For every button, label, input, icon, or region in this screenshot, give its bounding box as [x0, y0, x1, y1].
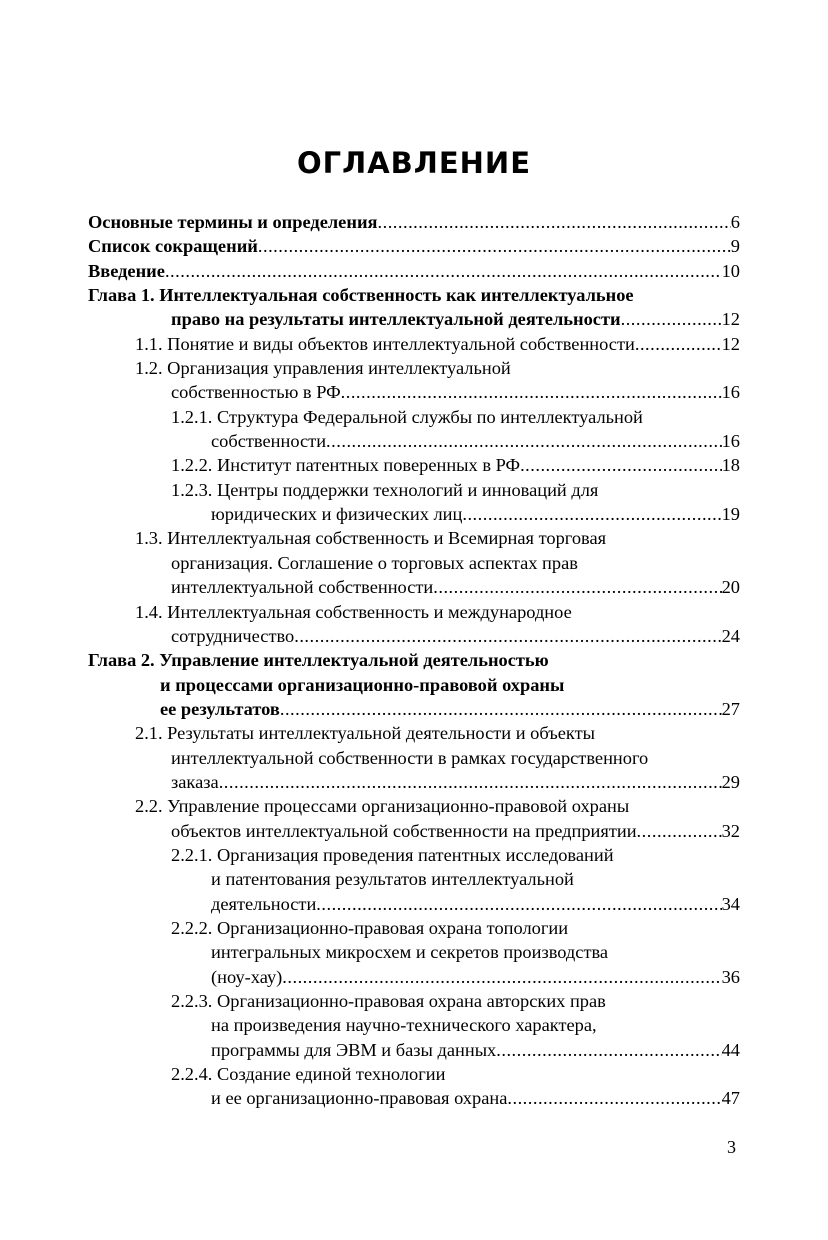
toc-entry-title-cont: на произведения научно-технического характера, — [211, 1015, 597, 1036]
dot-leader — [621, 307, 722, 331]
page-title: ОГЛАВЛЕНИЕ — [296, 146, 531, 180]
toc-page-number: 32 — [721, 820, 740, 841]
toc-page-number: 36 — [721, 966, 740, 987]
toc-entry-title-cont: и патентования результатов интеллектуальной — [211, 869, 574, 890]
toc-entry-title: Основные термины и определения — [88, 212, 378, 232]
dot-leader — [280, 697, 722, 721]
toc-entry-title: 1.2. Организация управления интеллектуальной — [135, 358, 511, 379]
dot-leader — [316, 892, 721, 916]
dot-leader — [507, 1086, 721, 1110]
dot-leader — [378, 210, 731, 234]
toc-entry-title-cont: ее результатов — [160, 698, 280, 719]
toc-entry-title: 2.1. Результаты интеллектуальной деятельности и объекты — [135, 723, 595, 744]
dot-leader — [294, 624, 721, 648]
toc-entry-1-2-3[interactable] — [88, 478, 740, 527]
dot-leader — [341, 380, 722, 404]
toc-page-number: 44 — [721, 1039, 740, 1060]
toc-entry-title-cont: организация. Соглашение о торговых аспектах прав — [171, 552, 578, 573]
toc-entry-title: Глава 2. Управление интеллектуальной деятельностью — [88, 650, 549, 671]
toc-entry-title: 1.2.3. Центры поддержки технологий и инноваций для — [171, 479, 599, 500]
toc-page-number: 34 — [721, 893, 740, 914]
toc-page-number: 27 — [721, 698, 740, 719]
toc-entry-title-cont: интеллектуальной собственности — [171, 577, 434, 598]
toc-entry-2-2[interactable] — [88, 794, 740, 843]
toc-entry-title-cont: деятельности — [211, 893, 317, 914]
toc-entry-title-cont: программы для ЭВМ и базы данных — [211, 1039, 497, 1060]
dot-leader — [258, 234, 731, 258]
dot-leader — [520, 453, 722, 477]
toc-entry-title: 1.2.1. Структура Федеральной службы по интеллектуальной — [171, 406, 643, 427]
toc-entry-2-2-4[interactable] — [88, 1062, 740, 1111]
toc-entry-2-2-3[interactable] — [88, 989, 740, 1062]
toc-entry-title-cont: сотрудничество — [171, 625, 295, 646]
dot-leader — [433, 575, 721, 599]
dot-leader — [326, 429, 722, 453]
toc-page-number: 12 — [721, 309, 740, 330]
toc-entry-1-2-1[interactable] — [88, 405, 740, 454]
toc-page-number: 16 — [721, 431, 740, 452]
dot-leader — [496, 1038, 721, 1062]
toc-page-number: 18 — [721, 455, 740, 476]
toc-entry-title-cont: и процессами организационно-правовой охраны — [160, 674, 565, 695]
toc-entry-title: 1.1. Понятие и виды объектов интеллектуальной собственности — [135, 333, 635, 354]
dot-leader — [637, 819, 722, 843]
toc-entry-title: 2.2.2. Организационно-правовая охрана топологии — [171, 917, 569, 938]
toc-entry-title-cont: собственностью в РФ — [171, 382, 341, 403]
toc-page-number: 47 — [721, 1088, 740, 1109]
toc-page-number: 24 — [721, 625, 740, 646]
toc-page-number: 10 — [721, 260, 740, 281]
toc-entry-title: 2.2.3. Организационно-правовая охрана авторских прав — [171, 991, 606, 1011]
toc-entry-terms[interactable] — [88, 210, 740, 234]
toc-entry-title: 2.2. Управление процессами организационно-правовой охраны — [135, 796, 630, 817]
dot-leader — [282, 965, 721, 989]
toc-entry-title: Глава 1. Интеллектуальная собственность как интеллектуальное — [88, 285, 634, 306]
toc-entry-title: 2.2.4. Создание единой технологии — [171, 1064, 446, 1085]
toc-entry-1-3[interactable] — [88, 526, 740, 599]
toc-entry-title-cont: (ноу-хау) — [211, 966, 283, 987]
toc-entry-title-cont: объектов интеллектуальной собственности на предприятии — [171, 820, 637, 841]
toc-entry-title: 2.2.1. Организация проведения патентных исследований — [171, 844, 614, 865]
toc-page-number: 9 — [730, 236, 740, 257]
toc-entry-title: 1.4. Интеллектуальная собственность и международное — [135, 601, 572, 622]
toc-page-number: 20 — [721, 577, 740, 598]
toc-entry-1-1[interactable] — [88, 332, 740, 356]
toc-entry-2-1[interactable] — [88, 721, 740, 794]
toc-entry-1-2-2[interactable] — [88, 453, 740, 477]
toc-entry-2-2-1[interactable] — [88, 843, 740, 916]
dot-leader — [635, 332, 722, 356]
table-of-contents — [88, 210, 740, 1111]
toc-entry-title: Список сокращений — [88, 236, 258, 257]
toc-entry-abbreviations[interactable] — [88, 234, 740, 258]
toc-entry-1-2[interactable] — [88, 356, 740, 405]
toc-page-number: 29 — [721, 771, 740, 792]
toc-entry-title-cont: интеллектуальной собственности в рамках государственного — [171, 747, 649, 768]
toc-entry-title-cont: и ее организационно-правовая охрана — [211, 1088, 508, 1109]
toc-page-number: 19 — [721, 504, 740, 525]
toc-entry-1-4[interactable] — [88, 600, 740, 649]
toc-page-number: 16 — [721, 382, 740, 403]
toc-entry-title: Введение — [88, 260, 165, 281]
dot-leader — [219, 770, 722, 794]
toc-entry-title: 1.2.2. Институт патентных поверенных в РФ — [171, 455, 521, 476]
page-number: 3 — [727, 1137, 736, 1157]
toc-entry-title-cont: собственности — [211, 431, 327, 452]
toc-entry-2-2-2[interactable] — [88, 916, 740, 989]
toc-entry-title-cont: юридических и физических лиц — [211, 504, 463, 525]
toc-entry-title-cont: интегральных микросхем и секретов производства — [211, 942, 609, 963]
toc-page-number: 6 — [730, 212, 740, 232]
toc-entry-chapter-1[interactable] — [88, 283, 740, 332]
toc-page-number: 12 — [721, 333, 740, 354]
toc-entry-chapter-2[interactable] — [88, 648, 740, 721]
dot-leader — [462, 502, 721, 526]
toc-entry-title: 1.3. Интеллектуальная собственность и Всемирная торговая — [135, 528, 607, 549]
toc-entry-title-cont: заказа — [171, 771, 219, 792]
dot-leader — [165, 259, 722, 283]
toc-entry-introduction[interactable] — [88, 259, 740, 283]
toc-entry-title-cont: право на результаты интеллектуальной деятельности — [171, 309, 621, 330]
